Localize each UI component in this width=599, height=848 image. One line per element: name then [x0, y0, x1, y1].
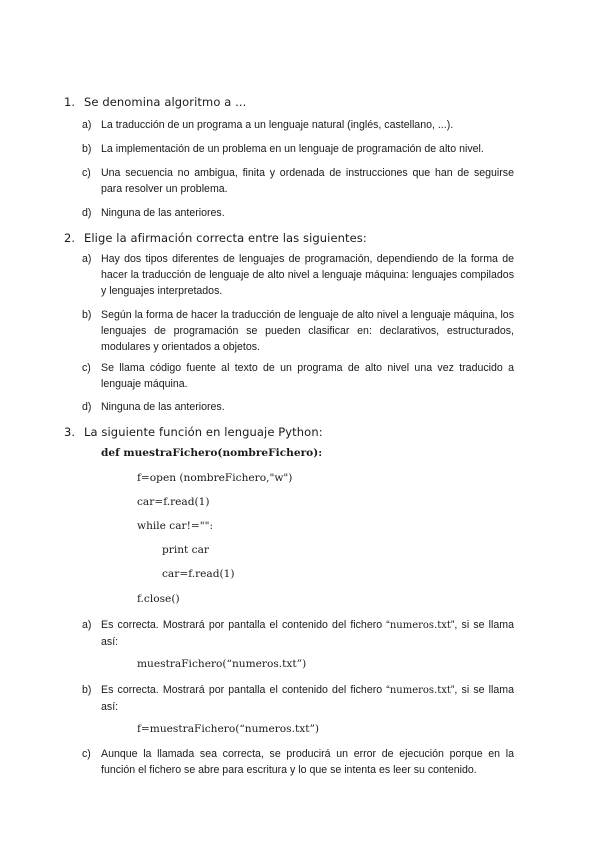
question-text: Elige la afirmación correcta entre las siguientes: [84, 231, 367, 245]
code-text: car=f.read(1) [162, 568, 235, 580]
question-3 [64, 425, 534, 440]
code-line-print [162, 543, 209, 557]
option-text: Ninguna de las anteriores. [101, 207, 225, 219]
question-number: 1. [64, 95, 76, 109]
q3-b-call [137, 722, 319, 736]
q3-a-call [137, 657, 306, 671]
option-label: c) [82, 362, 91, 374]
code-text: f=open (nombreFichero,"w") [137, 472, 293, 484]
option-text-after: ”, si se llama así: [101, 684, 514, 713]
question-text: La siguiente función en lenguaje Python: [84, 425, 323, 439]
q2-option-d [82, 399, 514, 415]
q2-option-a [82, 251, 514, 299]
option-text: La implementación de un problema en un lenguaje de programación de alto nivel. [101, 143, 484, 155]
option-text: Hay dos tipos diferentes de lenguajes de programación, dependiendo de la forma de hacer la traducción de lenguaje de alto nivel a lenguaje máquina: lenguajes compilados y lenguajes interpretados. [101, 253, 514, 297]
option-label: c) [82, 748, 91, 760]
code-text: f.close() [137, 593, 180, 605]
option-label: b) [82, 143, 92, 155]
option-label: d) [82, 401, 92, 413]
option-text-after: ”, si se llama así: [101, 619, 514, 648]
q3-option-a [82, 617, 514, 650]
code-text: print car [162, 544, 209, 556]
option-text: Según la forma de hacer la traducción de lenguaje de alto nivel a lenguaje máquina, los lenguajes de programación se pueden clasificar en: declarativos, estructurados, modulares y orientados a objetos. [101, 309, 514, 353]
q1-option-d [82, 205, 514, 221]
option-text: Aunque la llamada sea correcta, se producirá un error de ejecución porque en la función el fichero se abre para escritura y lo que se intenta es leer su contenido. [101, 748, 514, 776]
question-number: 2. [64, 231, 76, 245]
q2-option-b [82, 307, 514, 355]
code-line-while [137, 519, 213, 533]
option-text [101, 682, 514, 715]
question-2 [64, 231, 534, 246]
filename: numeros.txt [389, 620, 451, 631]
filename: numeros.txt [389, 685, 451, 696]
option-label: b) [82, 309, 92, 321]
option-text: La traducción de un programa a un lenguaje natural (inglés, castellano, ...). [101, 119, 454, 131]
option-text: Se llama código fuente al texto de un programa de alto nivel una vez traducido a lenguaje máquina. [101, 362, 514, 390]
option-label: d) [82, 207, 92, 219]
q1-option-b [82, 141, 514, 157]
question-text: Se denomina algoritmo a ... [84, 95, 247, 109]
option-text-before: Es correcta. Mostrará por pantalla el contenido del fichero “ [101, 684, 390, 696]
code-line-read-2 [162, 567, 235, 581]
q3-option-c [82, 746, 514, 778]
code-line-open [137, 471, 292, 485]
code-line-def [101, 446, 322, 460]
question-1 [64, 95, 534, 110]
q1-option-c [82, 165, 514, 197]
code-text: def muestraFichero(nombreFichero): [101, 447, 323, 459]
q3-option-b [82, 682, 514, 715]
option-label: c) [82, 167, 91, 179]
q1-option-a [82, 117, 514, 133]
question-number: 3. [64, 425, 76, 439]
code-line-close [137, 592, 180, 606]
code-text: muestraFichero(“numeros.txt”) [137, 658, 307, 670]
option-text-before: Es correcta. Mostrará por pantalla el contenido del fichero “ [101, 619, 390, 631]
code-line-read [137, 495, 210, 509]
q2-option-c [82, 360, 514, 392]
code-text: car=f.read(1) [137, 496, 210, 508]
option-text: Una secuencia no ambigua, finita y ordenada de instrucciones que han de seguirse para resolver un problema. [101, 167, 514, 195]
option-label: a) [82, 119, 92, 131]
option-label: a) [82, 253, 92, 265]
code-text: f=muestraFichero(“numeros.txt”) [137, 723, 320, 735]
option-text: Ninguna de las anteriores. [101, 401, 225, 413]
option-text [101, 617, 514, 650]
option-label: a) [82, 619, 92, 631]
option-label: b) [82, 684, 92, 696]
code-text: while car!="": [137, 520, 214, 532]
